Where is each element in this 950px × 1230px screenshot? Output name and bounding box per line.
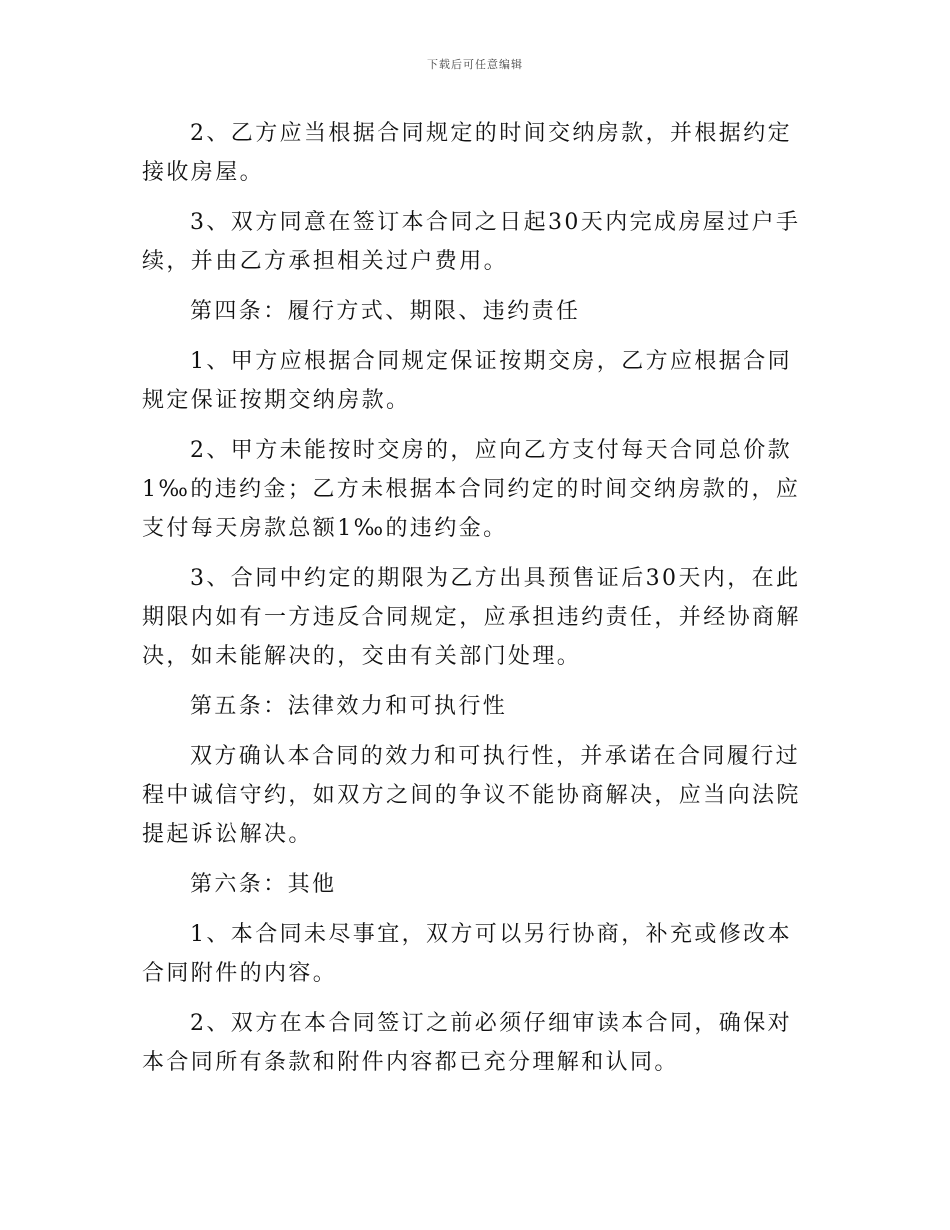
paragraph-payment-receipt: 2、乙方应当根据合同规定的时间交纳房款，并根据约定接收房屋。 (142, 121, 792, 185)
paragraph-penalty: 2、甲方未能按时交房的，应向乙方支付每天合同总价款1‰的违约金；乙方未根据本合同约定的时间交纳房款的，应支付每天房款总额1‰的违约金。 (142, 438, 801, 541)
page-header: 下载后可任意编辑 (427, 58, 523, 71)
paragraph-supplement: 1、本合同未尽事宜，双方可以另行协商，补充或修改本合同附件的内容。 (142, 922, 792, 986)
paragraph-on-time-delivery: 1、甲方应根据合同规定保证按期交房，乙方应根据合同规定保证按期交纳房款。 (142, 349, 792, 413)
document-body (142, 114, 812, 1093)
section-heading-article-5: 第五条：法律效力和可执行性 (190, 694, 508, 719)
paragraph-legal-effect: 双方确认本合同的效力和可执行性，并承诺在合同履行过程中诚信守约，如双方之间的争议不能协商解决，应当向法院提起诉讼解决。 (142, 744, 801, 847)
paragraph-term-breach: 3、合同中约定的期限为乙方出具预售证后30天内，在此期限内如有一方违反合同规定，应承担违约责任，并经协商解决，如未能解决的，交由有关部门处理。 (142, 566, 801, 669)
paragraph-review: 2、双方在本合同签订之前必须仔细审读本合同，确保对本合同所有条款和附件内容都已充分理解和认同。 (142, 1011, 792, 1075)
section-heading-article-6: 第六条：其他 (190, 872, 337, 897)
section-heading-article-4: 第四条：履行方式、期限、违约责任 (190, 299, 581, 324)
paragraph-transfer: 3、双方同意在签订本合同之日起30天内完成房屋过户手续，并由乙方承担相关过户费用。 (142, 210, 801, 274)
